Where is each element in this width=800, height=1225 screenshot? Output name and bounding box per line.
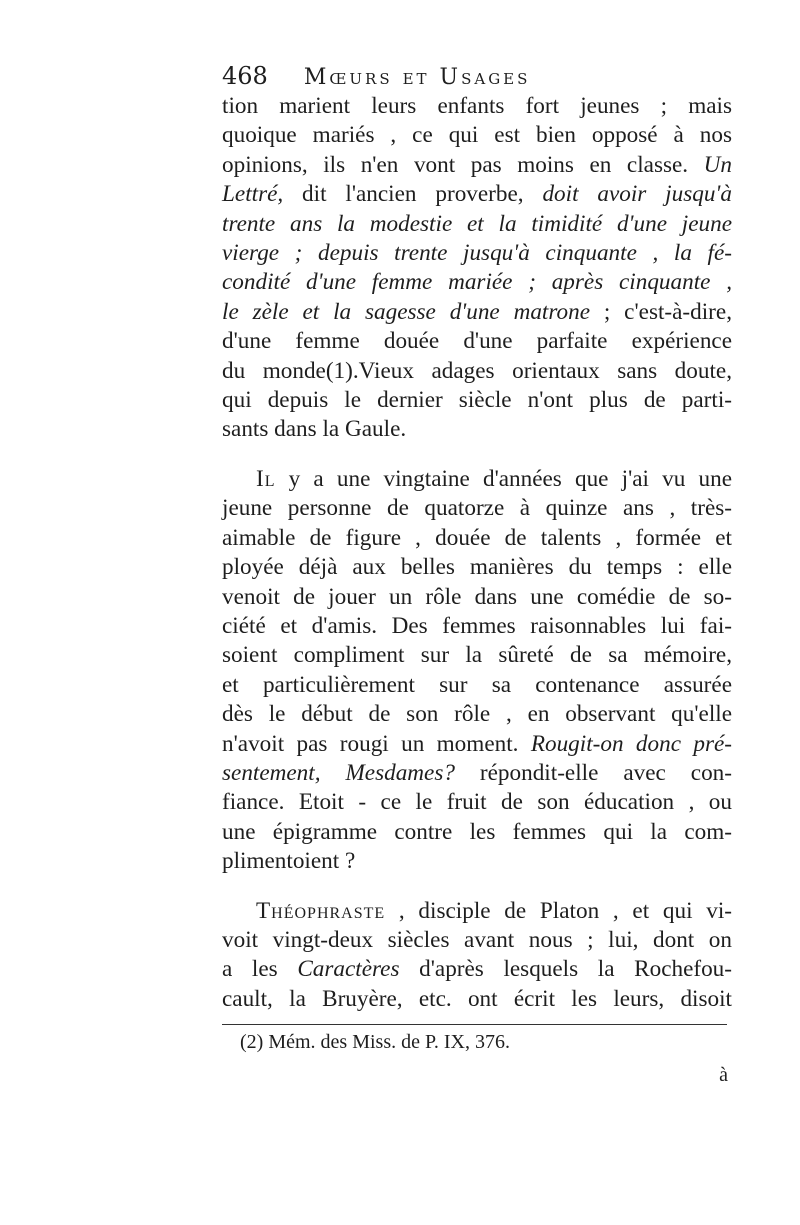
- text-line: Lettré, dit l'ancien proverbe, doit avoir jusqu'à: [222, 181, 732, 208]
- text-line: jeune personne de quatorze à quinze ans , très-: [222, 495, 732, 522]
- text-line: d'une femme douée d'une parfaite expérience: [222, 328, 732, 355]
- text-line: qui depuis le dernier siècle n'ont plus de parti-: [222, 387, 732, 414]
- text-line: une épigramme contre les femmes qui la com-: [222, 818, 732, 845]
- text-line: a les Caractères d'après lesquels la Rochefou-: [222, 956, 732, 983]
- text-line: cault, la Bruyère, etc. ont écrit les leurs, disoit: [222, 985, 732, 1012]
- catchword: à: [719, 1064, 728, 1087]
- paragraph-2: [222, 465, 732, 877]
- text-line: du monde(1).Vieux adages orientaux sans doute,: [222, 357, 732, 384]
- text-line: aimable de figure , douée de talents , formée et: [222, 524, 732, 551]
- text-line: soient compliment sur la sûreté de sa mémoire,: [222, 642, 732, 669]
- text-line: voit vingt-deux siècles avant nous ; lui, dont on: [222, 926, 732, 953]
- text-line: opinions, ils n'en vont pas moins en classe. Un: [222, 151, 732, 178]
- text-line: ployée déjà aux belles manières du temps : elle: [222, 554, 732, 581]
- running-title: Mœurs et Usages: [303, 65, 531, 90]
- page-number: 468: [222, 62, 268, 90]
- text-line: trente ans la modestie et la timidité d'une jeune: [222, 210, 732, 237]
- text-line: ciété et d'amis. Des femmes raisonnables lui fai-: [222, 612, 732, 639]
- text-line: et particulièrement sur sa contenance assurée: [222, 671, 732, 698]
- text-line: Il y a une vingtaine d'années que j'ai vu une: [256, 465, 732, 492]
- page-header: [222, 62, 732, 90]
- text-line: fiance. Etoit - ce le fruit de son éducation , ou: [222, 789, 732, 816]
- text-line: venoit de jouer un rôle dans une comédie de so-: [222, 583, 732, 610]
- text-line: plimentoient ?: [222, 848, 356, 875]
- book-page: [222, 62, 732, 1087]
- text-line: n'avoit pas rougi un moment. Rougit-on donc pré-: [222, 730, 732, 757]
- text-line: quoique mariés , ce qui est bien opposé à nos: [222, 122, 732, 149]
- text-line: Théophraste , disciple de Platon , et qui vi-: [256, 897, 732, 924]
- footnote: (2) Mém. des Miss. de P. IX, 376.: [240, 1031, 510, 1054]
- text-line: vierge ; depuis trente jusqu'à cinquante , la fé-: [222, 240, 732, 267]
- text-line: sentement, Mesdames? répondit-elle avec con-: [222, 759, 732, 786]
- paragraph-1: [222, 92, 732, 445]
- text-line: le zèle et la sagesse d'une matrone ; c'est-à-dire,: [222, 298, 732, 325]
- text-line: tion marient leurs enfants fort jeunes ; mais: [222, 93, 732, 119]
- paragraph-3: [222, 897, 732, 1015]
- footnote-divider: [222, 1024, 727, 1025]
- text-line: sants dans la Gaule.: [222, 416, 407, 443]
- text-line: condité d'une femme mariée ; après cinquante ,: [222, 269, 732, 296]
- text-line: dès le début de son rôle , en observant qu'elle: [222, 701, 732, 728]
